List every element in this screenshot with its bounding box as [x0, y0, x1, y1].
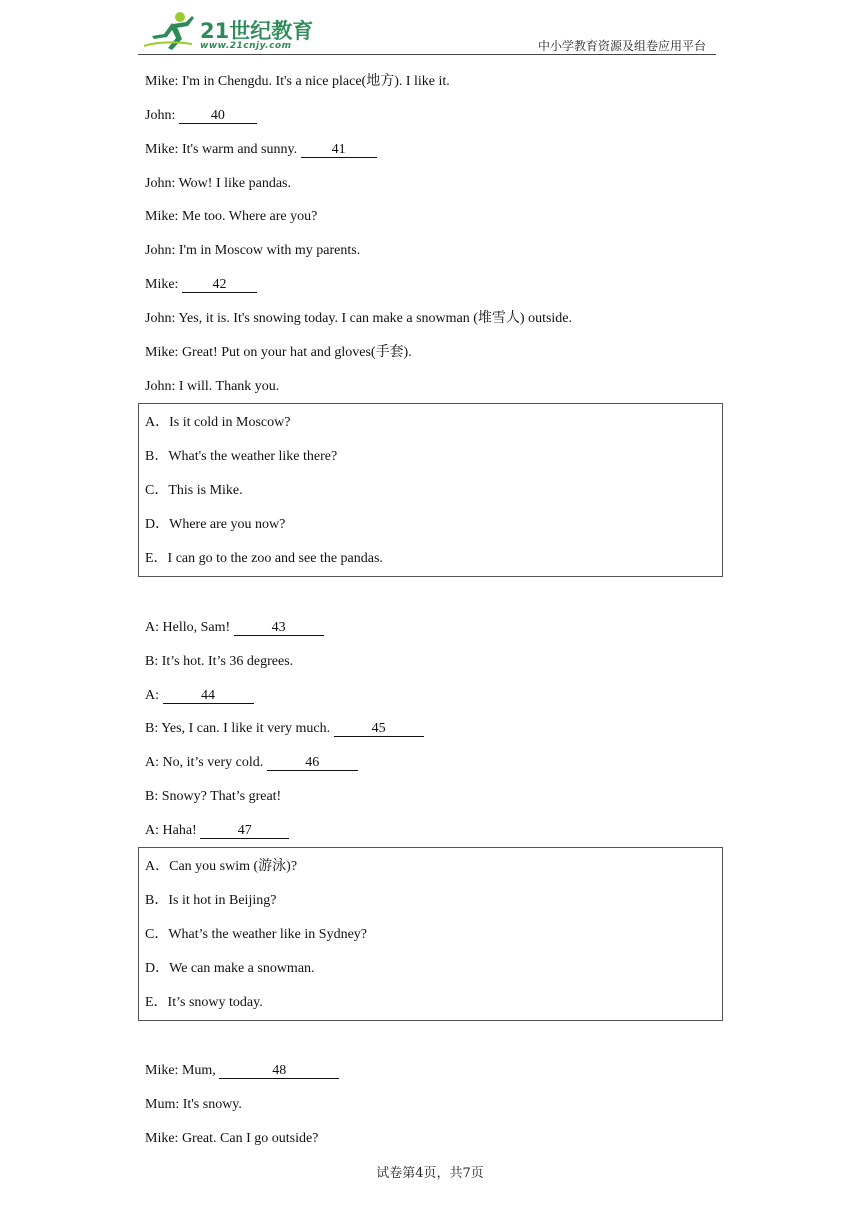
- dialogue-line: A: Haha! 47: [145, 822, 289, 840]
- options-box: [138, 403, 723, 577]
- logo-title: 21世纪教育: [200, 19, 314, 43]
- answer-blank[interactable]: 44: [163, 688, 254, 704]
- option-c: C．This is Mike.: [145, 483, 243, 498]
- dialogue-line: Mike: I'm in Chengdu. It's a nice place(地方). I like it.: [145, 74, 450, 89]
- dialogue-line: B: Snowy? That’s great!: [145, 789, 282, 804]
- logo-url: www.21cnjy.com: [200, 41, 292, 51]
- answer-blank[interactable]: 48: [219, 1063, 339, 1079]
- answer-blank[interactable]: 46: [267, 755, 358, 771]
- dialogue-line: Mum: It's snowy.: [145, 1097, 242, 1112]
- dialogue-line: Mike: Great. Can I go outside?: [145, 1131, 319, 1146]
- logo: [142, 10, 312, 54]
- answer-blank[interactable]: 42: [182, 277, 257, 293]
- page-header: [138, 8, 716, 56]
- option-d: D．We can make a snowman.: [145, 961, 315, 976]
- option-a: A．Is it cold in Moscow?: [145, 415, 291, 430]
- dialogue-line: A: No, it’s very cold. 46: [145, 754, 358, 772]
- dialogue-line: John: I will. Thank you.: [145, 379, 280, 394]
- answer-blank[interactable]: 45: [334, 721, 424, 737]
- dialogue-line: B: It’s hot. It’s 36 degrees.: [145, 654, 294, 669]
- runner-logo-icon: [142, 10, 198, 52]
- option-b: B．What's the weather like there?: [145, 449, 338, 464]
- dialogue-line: John: I'm in Moscow with my parents.: [145, 243, 361, 258]
- dialogue-line: Mike: It's warm and sunny. 41: [145, 141, 377, 159]
- dialogue-line: Mike: Great! Put on your hat and gloves(手套).: [145, 345, 412, 360]
- dialogue-line: Mike: Mum, 48: [145, 1062, 339, 1080]
- answer-blank[interactable]: 43: [234, 620, 324, 636]
- dialogue-line: John: Wow! I like pandas.: [145, 176, 291, 191]
- option-d: D．Where are you now?: [145, 517, 286, 532]
- answer-blank[interactable]: 47: [200, 823, 289, 839]
- option-b: B．Is it hot in Beijing?: [145, 893, 277, 908]
- options-box: [138, 847, 723, 1021]
- header-divider: [138, 54, 716, 55]
- answer-blank[interactable]: 40: [179, 108, 257, 124]
- dialogue-line: B: Yes, I can. I like it very much. 45: [145, 720, 424, 738]
- answer-blank[interactable]: 41: [301, 142, 377, 158]
- dialogue-line: John: 40: [145, 107, 257, 125]
- option-c: C．What’s the weather like in Sydney?: [145, 927, 367, 942]
- dialogue-line: Mike: 42: [145, 276, 257, 294]
- option-e: E．I can go to the zoo and see the pandas.: [145, 551, 383, 566]
- option-e: E．It’s snowy today.: [145, 995, 263, 1010]
- dialogue-line: Mike: Me too. Where are you?: [145, 209, 318, 224]
- dialogue-line: John: Yes, it is. It's snowing today. I can make a snowman (堆雪人) outside.: [145, 311, 573, 326]
- platform-name: 中小学教育资源及组卷应用平台: [537, 39, 706, 53]
- option-a: A．Can you swim (游泳)?: [145, 859, 298, 874]
- dialogue-line: A: Hello, Sam! 43: [145, 619, 324, 637]
- dialogue-line: A: 44: [145, 687, 254, 705]
- page-footer: 试卷第4页，共7页: [376, 1166, 484, 1181]
